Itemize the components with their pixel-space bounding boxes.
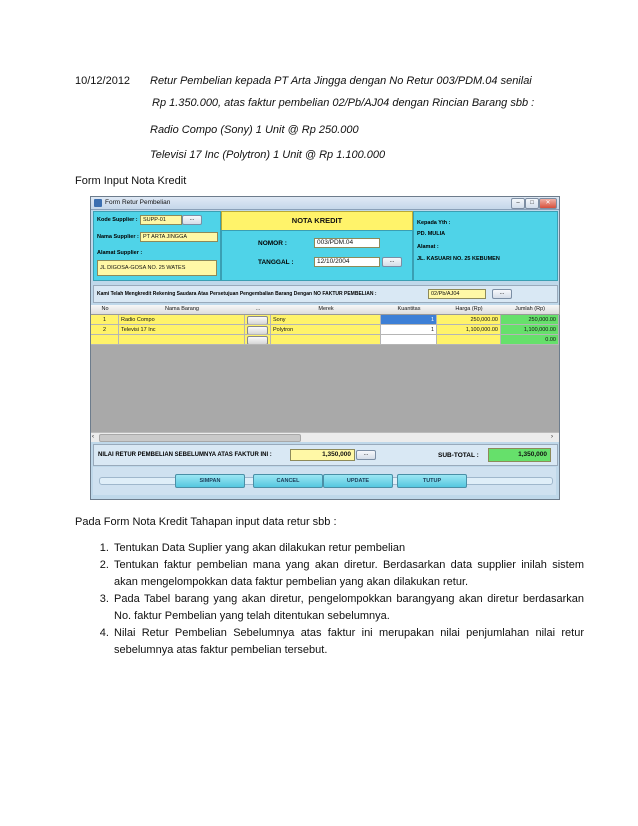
cell-nama-barang[interactable] [119,335,245,345]
column-header-jumlah[interactable]: Jumlah (Rp) [501,305,560,315]
entry-date: 10/12/2012 [75,75,131,87]
column-header-browse[interactable]: ... [245,305,272,315]
subtotal-label: SUB-TOTAL : [438,452,479,459]
cell-merek[interactable]: Sony [271,315,381,325]
update-button[interactable]: UPDATE [323,474,393,488]
nota-title: NOTA KREDIT [291,216,343,225]
tanggal-field[interactable]: 12/10/2004 [314,257,380,267]
close-icon[interactable]: ✕ [539,198,557,209]
kode-supplier-field[interactable]: SUPP-01 [140,215,182,225]
steps-list [92,540,584,659]
cell-jumlah[interactable]: 0.00 [501,335,559,345]
nama-supplier-label: Nama Supplier : [97,234,139,240]
totals-bar [93,444,558,466]
action-bar [93,467,556,495]
tanggal-label: TANGGAL : [258,259,294,266]
retur-items-table [91,305,559,441]
kode-supplier-browse-button[interactable]: ... [182,215,202,225]
faktur-field[interactable]: 02/Pb/AJ04 [428,289,486,299]
cell-merek[interactable] [271,335,381,345]
kepada-label: Kepada Yth : [417,220,451,226]
cell-no[interactable]: 1 [91,315,119,325]
kepada-panel [413,211,558,281]
cancel-button[interactable]: CANCEL [253,474,323,488]
column-header-no[interactable]: No [91,305,120,315]
scroll-left-icon[interactable]: ‹ [92,434,94,440]
nota-title-panel [221,211,413,231]
cell-harga[interactable]: 250,000.00 [437,315,501,325]
nota-info-panel [221,230,413,281]
supplier-panel [93,211,221,281]
nilai-retur-browse-button[interactable]: ... [356,450,376,460]
form-retur-window [90,196,560,500]
scroll-thumb[interactable] [99,434,301,442]
cell-kuantitas[interactable]: 1 [381,315,437,325]
alamat-kepada-value: JL. KASUARI NO. 25 KEBUMEN [417,256,500,262]
column-header-nama-barang[interactable]: Nama Barang [119,305,246,315]
column-header-kuantitas[interactable]: Kuantitas [381,305,438,315]
list-item: 1. Tentukan Data Suplier yang akan dilakukan retur pembelian [112,540,584,557]
cell-jumlah[interactable]: 1,100,000.00 [501,325,559,335]
entry-line-2: Rp 1.350.000, atas faktur pembelian 02/Pb/AJ04 dengan Rincian Barang sbb : [152,97,535,109]
alamat-supplier-field[interactable]: JL DIGOSA-GOSA NO. 25 WATES [97,260,217,276]
cell-kuantitas[interactable] [381,335,437,345]
nomor-label: NOMOR : [258,240,287,247]
nilai-retur-label: NILAI RETUR PEMBELIAN SEBELUMNYA ATAS FAKTUR INI : [98,452,272,458]
row-browse-button[interactable] [245,335,271,345]
horizontal-scrollbar[interactable] [91,432,559,442]
cell-merek[interactable]: Polytron [271,325,381,335]
entry-line-1: Retur Pembelian kepada PT Arta Jingga dengan No Retur 003/PDM.04 senilai [150,75,532,87]
cell-nama-barang[interactable]: Radio Compo [119,315,245,325]
minimize-icon[interactable]: – [511,198,525,209]
entry-item-2: Televisi 17 Inc (Polytron) 1 Unit @ Rp 1.100.000 [150,149,386,161]
column-header-merek[interactable]: Merek [271,305,382,315]
cell-no[interactable]: 2 [91,325,119,335]
list-item: 2. Tentukan faktur pembelian mana yang akan diretur. Berdasarkan data supplier inilah sistem akan mengelompokkan data faktur pembelian yang akan dilakukan retur. [112,557,584,591]
faktur-bar [93,285,558,303]
cell-harga[interactable] [437,335,501,345]
faktur-prompt: Kami Telah Mengkredit Rekening Saudara Atas Persetujuan Pengembalian Barang Dengan NO FAKTUR PEMBELIAN : [97,291,377,297]
entry-item-1: Radio Compo (Sony) 1 Unit @ Rp 250.000 [150,124,359,136]
alamat-supplier-label: Alamat Supplier : [97,250,143,256]
simpan-button[interactable]: SIMPAN [175,474,245,488]
kepada-value: PD. MULIA [417,231,446,237]
row-browse-button[interactable] [245,315,271,325]
column-header-harga[interactable]: Harga (Rp) [437,305,502,315]
cell-jumlah[interactable]: 250,000.00 [501,315,559,325]
maximize-icon[interactable]: □ [525,198,539,209]
faktur-browse-button[interactable]: ... [492,289,512,299]
cell-harga[interactable]: 1,100,000.00 [437,325,501,335]
subtotal-field[interactable]: 1,350,000 [488,448,551,462]
nomor-field[interactable]: 003/PDM.04 [314,238,380,248]
app-icon [94,199,102,207]
window-title: Form Retur Pembelian [105,199,171,206]
scroll-right-icon[interactable]: › [551,434,553,440]
row-browse-button[interactable] [245,325,271,335]
list-item: 3. Pada Tabel barang yang akan diretur, pengelompokkan barangyang akan diretur berdasarkan No. faktur Pembelian yang telah ditentukan sebelumnya. [112,591,584,625]
nilai-retur-field[interactable]: 1,350,000 [290,449,355,461]
cell-nama-barang[interactable]: Televisi 17 Inc [119,325,245,335]
tutup-button[interactable]: TUTUP [397,474,467,488]
steps-intro: Pada Form Nota Kredit Tahapan input data retur sbb : [75,516,337,528]
form-caption: Form Input Nota Kredit [75,175,187,187]
kode-supplier-label: Kode Supplier : [97,217,138,223]
cell-no[interactable] [91,335,119,345]
list-item: 4. Nilai Retur Pembelian Sebelumnya atas faktur ini merupakan nilai penjumlahan nilai retur sebelumnya atas faktur pembelian tersebut. [112,625,584,659]
cell-kuantitas[interactable]: 1 [381,325,437,335]
alamat-kepada-label: Alamat : [417,244,439,250]
nama-supplier-field[interactable]: PT ARTA JINGGA [140,232,218,242]
window-titlebar [91,197,559,210]
tanggal-picker-button[interactable]: ... [382,257,402,267]
